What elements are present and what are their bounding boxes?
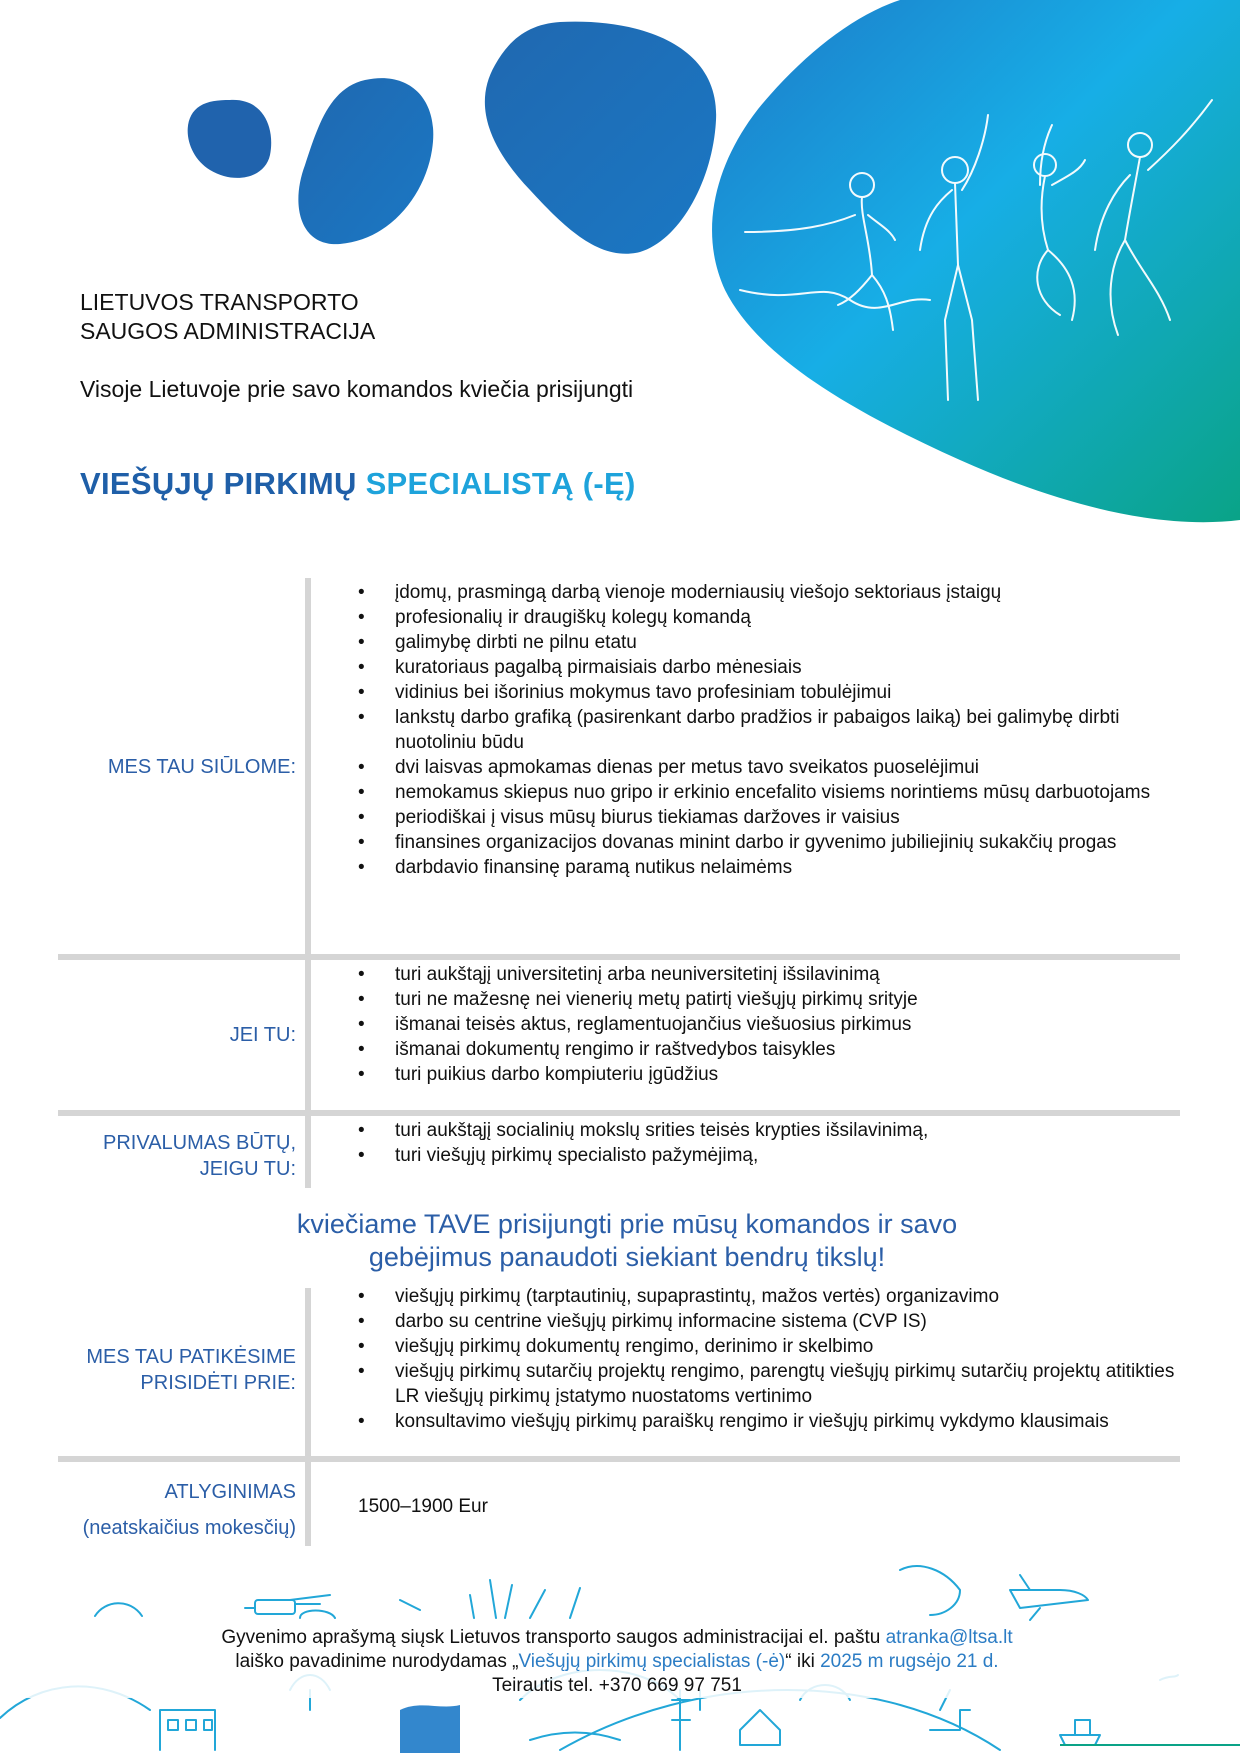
- organization-name: [80, 288, 375, 346]
- footer-line1: [0, 1626, 1234, 1650]
- trust-list: [350, 1284, 1180, 1434]
- advantage-label: [103, 1130, 296, 1182]
- list-item: • periodiškai į visus mūsų biurus tiekiamas daržoves ir vaisius: [350, 805, 1180, 830]
- list-item: • lankstų darbo grafiką (pasirenkant darbo pradžios ir pabaigos laiką) bei galimybę dirbti nuotoliniu būdu: [350, 705, 1180, 755]
- email-link[interactable]: atranka@ltsa.lt: [885, 1627, 1013, 1648]
- footer-line2-text: laiško pavadinime nurodydamas „: [235, 1651, 519, 1672]
- salary-divider-vertical: [305, 1462, 311, 1546]
- list-item: • darbo su centrine viešųjų pirkimų informacine sistema (CVP IS): [350, 1309, 1180, 1334]
- section-divider: [58, 954, 1180, 960]
- small-blob-shape: [188, 100, 272, 178]
- if-you-divider-vertical: [305, 960, 311, 1112]
- salary-label-line1: ATLYGINIMAS: [164, 1481, 296, 1503]
- section-divider: [58, 1110, 1180, 1116]
- list-item: • dvi laisvas apmokamas dienas per metus tavo sveikatos puoselėjimui: [350, 755, 1180, 780]
- tagline: Visoje Lietuvoje prie savo komandos kviečia prisijungti: [80, 376, 634, 402]
- offer-divider-vertical: [305, 578, 311, 956]
- footer: [0, 1626, 1234, 1698]
- footer-line2: [0, 1650, 1234, 1674]
- organization-name-line1: LIETUVOS TRANSPORTO: [80, 289, 359, 315]
- if-you-list: [350, 962, 1180, 1087]
- phone-line: Teirautis tel. +370 669 97 751: [492, 1675, 742, 1696]
- list-item: • darbdavio finansinę paramą nutikus nelaimėms: [350, 855, 1180, 880]
- medium-blob-shape: [298, 78, 433, 244]
- list-item: • išmanai dokumentų rengimo ir raštvedybos taisykles: [350, 1037, 1180, 1062]
- advantage-label-line2: JEIGU TU:: [199, 1158, 296, 1180]
- list-item: • turi puikius darbo kompiuteriu įgūdžius: [350, 1062, 1180, 1087]
- salary-value: 1500–1900 Eur: [358, 1496, 488, 1517]
- advantage-divider-vertical: [305, 1116, 311, 1188]
- big-gradient-blob-shape: [712, 0, 1240, 522]
- list-item: • viešųjų pirkimų sutarčių projektų rengimo, parengtų viešųjų pirkimų sutarčių projektų atitikties LR viešųjų pirkimų įstatymo nuostatoms vertinimo: [350, 1359, 1180, 1409]
- list-item: • kuratoriaus pagalbą pirmaisiais darbo mėnesiais: [350, 655, 1180, 680]
- trust-divider-vertical: [305, 1288, 311, 1458]
- advantage-list: [350, 1118, 1180, 1168]
- list-item: • turi ne mažesnę nei vienerių metų patirtį viešųjų pirkimų srityje: [350, 987, 1180, 1012]
- header-decoration: [0, 0, 1240, 540]
- footer-line1-text: Gyvenimo aprašymą siųsk Lietuvos transporto saugos administracijai el. paštu: [221, 1627, 886, 1648]
- organization-name-line2: SAUGOS ADMINISTRACIJA: [80, 318, 376, 344]
- section-divider: [58, 1456, 1180, 1462]
- salary-label: [83, 1474, 296, 1546]
- deadline-date: 2025 m rugsėjo 21 d.: [820, 1651, 999, 1672]
- list-item: • galimybę dirbti ne pilnu etatu: [350, 630, 1180, 655]
- trust-label-line1: MES TAU PATIKĖSIME: [86, 1346, 296, 1368]
- list-item: • vidinius bei išorinius mokymus tavo profesiniam tobulėjimui: [350, 680, 1180, 705]
- list-item: • turi aukštąjį universitetinį arba neuniversitetinį išsilavinimą: [350, 962, 1180, 987]
- trust-label-line2: PRISIDĖTI PRIE:: [140, 1372, 296, 1394]
- invitation-line1: kviečiame TAVE prisijungti prie mūsų komandos ir savo: [296, 1209, 958, 1239]
- list-item: • finansines organizacijos dovanas minint darbo ir gyvenimo jubiliejinių sukakčių progas: [350, 830, 1180, 855]
- list-item: • išmanai teisės aktus, reglamentuojančius viešuosius pirkimus: [350, 1012, 1180, 1037]
- offer-list: [350, 580, 1180, 880]
- invitation-text: [0, 1208, 1240, 1274]
- offer-label: MES TAU SIŪLOME:: [107, 756, 296, 778]
- list-item: • konsultavimo viešųjų pirkimų paraiškų rengimo ir viešųjų pirkimų vykdymo klausimais: [350, 1409, 1180, 1434]
- advantage-label-line1: PRIVALUMAS BŪTŲ,: [103, 1132, 296, 1154]
- if-you-label: JEI TU:: [229, 1024, 296, 1046]
- footer-line2-mid: “ iki: [785, 1651, 821, 1672]
- job-title-part2: SPECIALISTĄ (-Ę): [365, 466, 636, 501]
- job-title-part1: VIEŠŲJŲ PIRKIMŲ: [80, 466, 366, 501]
- salary-label-line2: (neatskaičius mokesčių): [82, 1517, 296, 1539]
- list-item: • profesionalių ir draugiškų kolegų komandą: [350, 605, 1180, 630]
- list-item: • viešųjų pirkimų (tarptautinių, supaprastintų, mažos vertės) organizavimo: [350, 1284, 1180, 1309]
- list-item: • turi aukštąjį socialinių mokslų srities teisės krypties išsilavinimą,: [350, 1118, 1180, 1143]
- list-item: • viešųjų pirkimų dokumentų rengimo, derinimo ir skelbimo: [350, 1334, 1180, 1359]
- invitation-line2: gebėjimus panaudoti siekiant bendrų tikslų!: [368, 1242, 886, 1272]
- trust-label: [86, 1344, 296, 1396]
- large-blob-shape: [485, 22, 716, 254]
- list-item: • įdomų, prasmingą darbą vienoje moderniausių viešojo sektoriaus įstaigų: [350, 580, 1180, 605]
- job-title: [80, 466, 636, 502]
- email-subject: Viešųjų pirkimų specialistas (-ė): [518, 1651, 786, 1672]
- list-item: • nemokamus skiepus nuo gripo ir erkinio encefalito visiems norintiems mūsų darbuotojams: [350, 780, 1180, 805]
- list-item: • turi viešųjų pirkimų specialisto pažymėjimą,: [350, 1143, 1180, 1168]
